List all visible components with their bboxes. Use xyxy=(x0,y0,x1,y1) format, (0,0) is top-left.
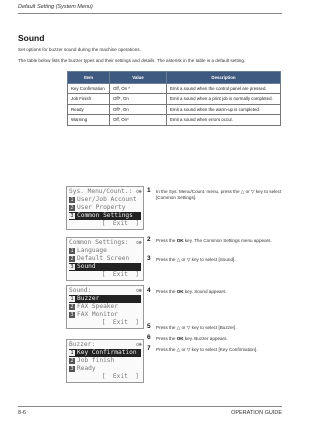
lcd-menu-item xyxy=(69,196,141,204)
up-down-arrows-icon: ◇◈ xyxy=(135,188,141,195)
up-down-arrows-icon: ◇◈ xyxy=(135,287,141,294)
intro-line-1: Set options for buzzer sound during the machine operations. xyxy=(18,47,141,52)
lcd-menu-item xyxy=(69,365,141,373)
lcd-menu-item-selected xyxy=(69,212,141,220)
item-number: 3 xyxy=(70,312,74,318)
step-number: 3 xyxy=(147,255,151,262)
step-text-post: key. Buzzer appears. xyxy=(183,336,228,341)
item-label: User/Job Account xyxy=(77,196,137,203)
item-label: FAX Monitor xyxy=(77,311,118,318)
col-header-description: Description xyxy=(167,72,281,84)
step-4 xyxy=(147,289,282,295)
item-number: 3 xyxy=(70,366,74,372)
col-header-value: Value xyxy=(110,72,167,84)
item-label: User Property xyxy=(77,204,126,211)
lcd-exit-softkey: [ Exit ] xyxy=(101,271,139,278)
item-label: Default Screen xyxy=(77,255,130,262)
step-text-pre: Press the xyxy=(156,238,177,243)
lcd-menu-item xyxy=(69,303,141,311)
item-number: 2 xyxy=(70,358,74,364)
table-row xyxy=(68,84,281,94)
lcd-title-row xyxy=(69,341,141,349)
header-divider xyxy=(18,13,282,14)
item-number: 1 xyxy=(70,296,74,302)
step-text-pre: Press the xyxy=(156,336,177,341)
cell-value: Off*, On xyxy=(110,104,167,114)
lcd-menu-item xyxy=(69,204,141,212)
step-text-pre: Press the xyxy=(156,289,177,294)
step-number: 1 xyxy=(147,187,151,194)
lcd-menu-item-selected xyxy=(69,349,141,357)
page-number: 8-6 xyxy=(18,410,26,416)
section-title: Sound xyxy=(18,33,45,43)
cell-item: Warning xyxy=(68,115,110,125)
step-text: Press the △ or ▽ key to select [Sound]. xyxy=(156,257,236,262)
item-number: 2 xyxy=(70,205,74,211)
item-number: 3 xyxy=(70,213,74,219)
lcd-exit-softkey: [ Exit ] xyxy=(101,373,139,380)
cell-value: Off*, On xyxy=(110,94,167,104)
step-text-post: key. Sound appears. xyxy=(183,289,227,294)
cell-item: Ready xyxy=(68,104,110,114)
step-2 xyxy=(147,238,282,244)
lcd-menu-item xyxy=(69,255,141,263)
item-label: Language xyxy=(77,247,107,254)
table-row xyxy=(68,104,281,114)
step-6 xyxy=(147,336,282,342)
up-down-arrows-icon: ◇◈ xyxy=(135,341,141,348)
step-5 xyxy=(147,325,282,331)
lcd-screen-common-settings xyxy=(66,237,144,281)
item-number: 3 xyxy=(70,264,74,270)
lcd-exit-softkey: [ Exit ] xyxy=(101,220,139,227)
footer-divider xyxy=(18,406,282,407)
item-label: Key Confirmation xyxy=(77,349,137,356)
step-number: 5 xyxy=(147,323,151,330)
table-row xyxy=(68,115,281,125)
cell-value: Off, On * xyxy=(110,84,167,94)
lcd-menu-item-selected xyxy=(69,263,141,271)
cell-item: Key Confirmation xyxy=(68,84,110,94)
cell-description: Emit a sound when errors occur. xyxy=(167,115,281,125)
item-label: Sound xyxy=(77,263,96,270)
item-number: 2 xyxy=(70,256,74,262)
lcd-title-row xyxy=(69,239,141,247)
step-7 xyxy=(147,347,282,353)
lcd-title: Common Settings: xyxy=(69,239,129,246)
step-text: Press the △ or ▽ key to select [Key Confirmation]. xyxy=(156,347,258,352)
cell-item: Job Finish xyxy=(68,94,110,104)
lcd-screen-sound xyxy=(66,285,144,329)
table-row xyxy=(68,94,281,104)
step-text-post: key. The Common Settings menu appears. xyxy=(183,238,272,243)
step-1 xyxy=(147,189,282,201)
step-text xyxy=(156,238,282,244)
lcd-title: Sound: xyxy=(69,287,92,294)
lcd-exit-softkey: [ Exit ] xyxy=(101,319,139,326)
lcd-title: Buzzer: xyxy=(69,341,96,348)
lcd-screen-buzzer xyxy=(66,339,144,383)
item-number: 1 xyxy=(70,350,74,356)
lcd-menu-item xyxy=(69,311,141,319)
step-number: 4 xyxy=(147,287,151,294)
item-label: Common Settings xyxy=(77,212,133,219)
lcd-title-row xyxy=(69,287,141,295)
item-number: 1 xyxy=(70,197,74,203)
lcd-menu-item-selected xyxy=(69,295,141,303)
item-label: Job finish xyxy=(77,357,115,364)
intro-line-2: The table below lists the buzzer types and their settings and details. The asterisk in the table is a default setting. xyxy=(18,58,246,63)
step-3 xyxy=(147,257,282,263)
ok-key-label: OK xyxy=(176,238,184,243)
lcd-menu-item xyxy=(69,247,141,255)
step-text: In the Sys. Menu/Count. menu, press the △ or ▽ key to select [Common Settings]. xyxy=(156,189,282,200)
lcd-title-row xyxy=(69,188,141,196)
item-number: 2 xyxy=(70,304,74,310)
cell-description: Emit a sound when the control panel are pressed. xyxy=(167,84,281,94)
cell-description: Emit a sound when a print job is normally completed. xyxy=(167,94,281,104)
step-number: 7 xyxy=(147,345,151,352)
step-text xyxy=(156,289,282,295)
buzzer-settings-table xyxy=(67,71,281,126)
up-down-arrows-icon: ◇◈ xyxy=(135,239,141,246)
step-number: 2 xyxy=(147,236,151,243)
step-text xyxy=(156,336,282,342)
col-header-item: Item xyxy=(68,72,110,84)
item-label: Buzzer xyxy=(77,295,100,302)
running-header: Default Setting (System Menu) xyxy=(18,4,93,10)
lcd-title: Sys. Menu/Count.: xyxy=(69,188,133,195)
item-number: 1 xyxy=(70,248,74,254)
item-label: FAX Speaker xyxy=(77,303,118,310)
lcd-menu-item xyxy=(69,357,141,365)
item-label: Ready xyxy=(77,365,96,372)
cell-value: Off, On* xyxy=(110,115,167,125)
step-text: Press the △ or ▽ key to select [Buzzer]. xyxy=(156,325,237,330)
guide-title: OPERATION GUIDE xyxy=(231,410,282,416)
ok-key-label: OK xyxy=(176,336,184,341)
lcd-screen-sys-menu xyxy=(66,186,144,230)
ok-key-label: OK xyxy=(176,289,184,294)
step-number: 6 xyxy=(147,334,151,341)
cell-description: Emit a sound when the warm-up is completed. xyxy=(167,104,281,114)
